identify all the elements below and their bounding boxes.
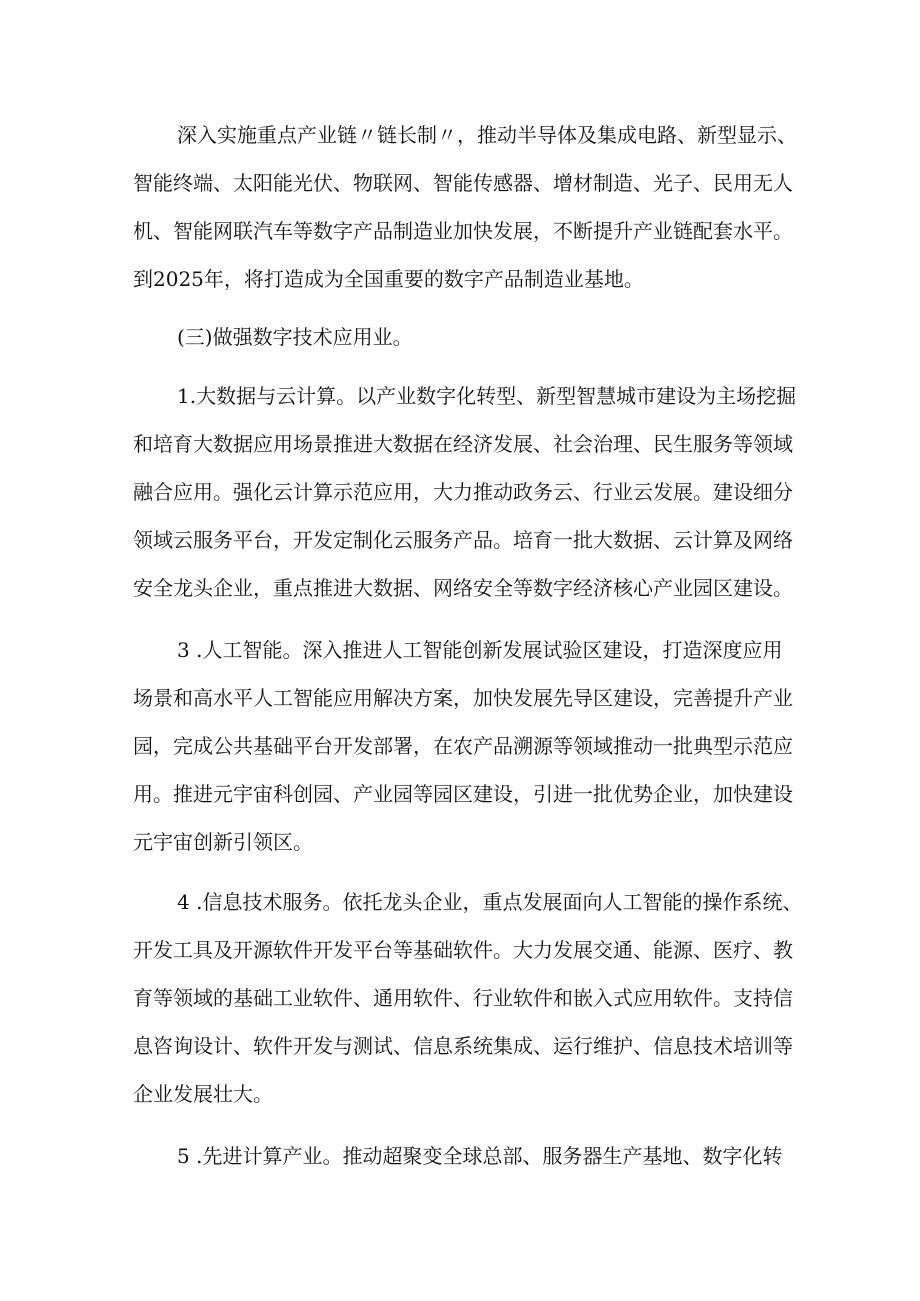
paragraph-big-data-cloud xyxy=(133,372,813,612)
text-line: 育等领域的基础工业软件、通用软件、行业软件和嵌入式应用软件。支持信 xyxy=(133,986,793,1010)
text-line: 元宇宙创新引领区。 xyxy=(133,830,313,854)
text-line: 机、智能网联汽车等数字产品制造业加快发展，不断提升产业链配套水平。 xyxy=(133,219,793,243)
text-line: 安全龙头企业，重点推进大数据、网络安全等数字经济核心产业园区建设。 xyxy=(133,576,793,600)
text-line: 用。推进元宇宙科创园、产业园等园区建设，引进一批优势企业，加快建设 xyxy=(133,782,793,806)
text-line: 4 .信息技术服务。依托龙头企业，重点发展面向人工智能的操作系统、 xyxy=(177,890,803,914)
text-line: 5 .先进计算产业。推动超聚变全球总部、服务器生产基地、数字化转 xyxy=(177,1144,783,1168)
text-line: 园，完成公共基础平台开发部署，在农产品溯源等领域推动一批典型示范应 xyxy=(133,734,793,758)
text-line: 3 .人工智能。深入推进人工智能创新发展试验区建设，打造深度应用 xyxy=(177,638,783,662)
paragraph-advanced-computing xyxy=(133,1132,813,1180)
text-line: 场景和高水平人工智能应用解决方案，加快发展先导区建设，完善提升产业 xyxy=(133,686,793,710)
text-line: 到2025年，将打造成为全国重要的数字产品制造业基地。 xyxy=(133,267,644,291)
heading-text: (三)做强数字技术应用业。 xyxy=(177,325,413,349)
text-line: 息咨询设计、软件开发与测试、信息系统集成、运行维护、信息技术培训等 xyxy=(133,1034,793,1058)
text-line: 深入实施重点产业链〃链长制〃，推动半导体及集成电路、新型显示、 xyxy=(177,123,797,147)
paragraph-it-services xyxy=(133,878,813,1118)
text-line: 和培育大数据应用场景推进大数据在经济发展、社会治理、民生服务等领域 xyxy=(133,432,793,456)
text-line: 企业发展壮大。 xyxy=(133,1082,273,1106)
section-heading xyxy=(133,313,813,361)
paragraph-ai xyxy=(133,626,813,866)
text-line: 开发工具及开源软件开发平台等基础软件。大力发展交通、能源、医疗、教 xyxy=(133,938,793,962)
text-line: 智能终端、太阳能光伏、物联网、智能传感器、增材制造、光子、民用无人 xyxy=(133,171,793,195)
text-line: 领域云服务平台，开发定制化云服务产品。培育一批大数据、云计算及网络 xyxy=(133,528,793,552)
text-line: 融合应用。强化云计算示范应用，大力推动政务云、行业云发展。建设细分 xyxy=(133,480,793,504)
paragraph-industry-chain xyxy=(133,111,813,303)
text-line: 1.大数据与云计算。以产业数字化转型、新型智慧城市建设为主场挖掘 xyxy=(177,384,797,408)
